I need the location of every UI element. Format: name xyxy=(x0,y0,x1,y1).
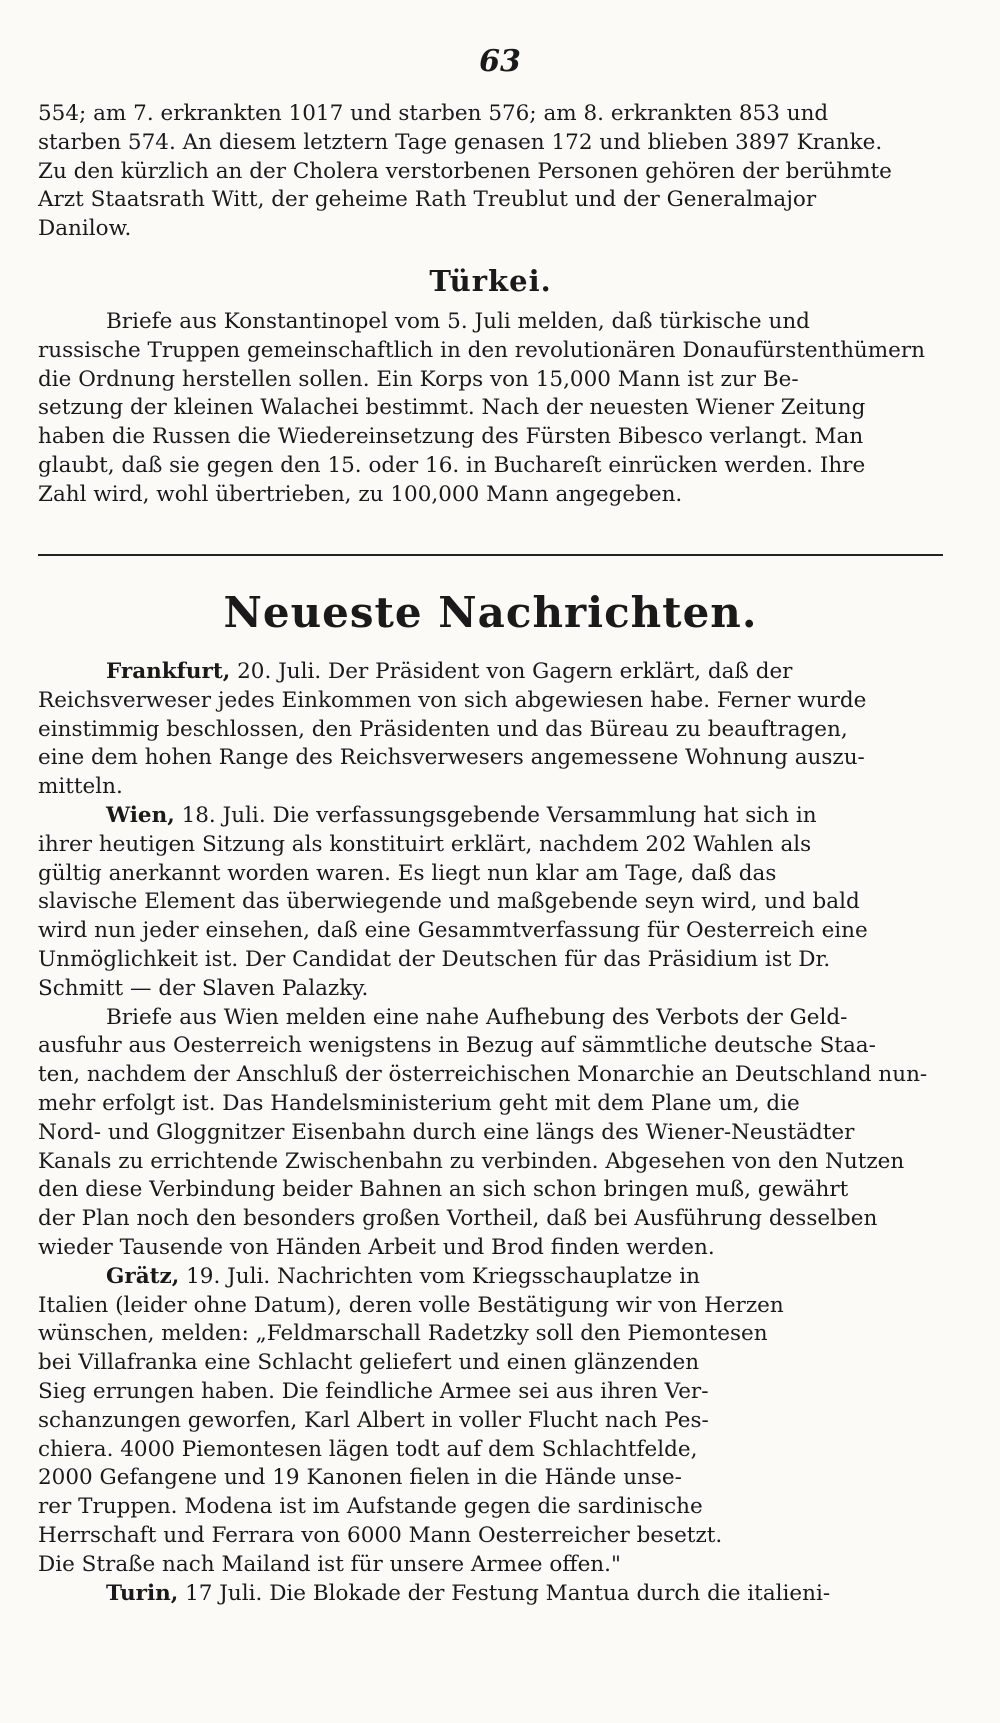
graetz-line-9: rer Truppen. Modena ist im Aufstande gegen die sardinische xyxy=(38,1494,703,1520)
frankfurt-line-2: Reichsverweser jedes Einkommen von sich abgewiesen habe. Ferner wurde xyxy=(38,687,867,713)
cholera-line-3: Zu den kürzlich an der Cholera verstorbenen Personen gehören der berühmte xyxy=(38,158,892,184)
turin-line-1: Turin, 17 Juli. Die Blokade der Festung Mantua durch die italieni- xyxy=(106,1580,831,1606)
cholera-line-2: starben 574. An diesem letztern Tage genasen 172 und blieben 3897 Kranke. xyxy=(38,129,883,155)
wien2-line-7: den diese Verbindung beider Bahnen an sich schon bringen muß, gewährt xyxy=(38,1177,849,1203)
wien2-line-2: ausfuhr aus Oesterreich wenigstens in Bezug auf sämmtliche deutsche Staa- xyxy=(38,1033,876,1059)
turkei-line-7: Zahl wird, wohl übertrieben, zu 100,000 Mann angegeben. xyxy=(38,481,683,507)
page-number: 63 xyxy=(479,44,521,79)
cholera-line-4: Arzt Staatsrath Witt, der geheime Rath Treublut und der Generalmajor xyxy=(38,187,817,213)
turkei-report xyxy=(38,308,943,510)
graetz-line-3: wünschen, melden: „Feldmarschall Radetzky soll den Piemontesen xyxy=(38,1321,768,1347)
wien-line-1: Wien, 18. Juli. Die verfassungsgebende Versammlung hat sich in xyxy=(106,802,817,828)
frankfurt-line-4: eine dem hohen Range des Reichsverwesers angemessene Wohnung auszu- xyxy=(38,745,865,771)
wien-line-3: gültig anerkannt worden waren. Es liegt nun klar am Tage, daß das xyxy=(38,860,777,886)
section-divider xyxy=(38,554,943,556)
news-body xyxy=(38,658,943,1608)
graetz-line-5: Sieg errungen haben. Die feindliche Armee sei aus ihren Ver- xyxy=(38,1378,709,1404)
heading-news: Neueste Nachrichten. xyxy=(223,588,758,637)
cholera-line-1: 554; am 7. erkrankten 1017 und starben 576; am 8. erkrankten 853 und xyxy=(38,101,829,126)
graetz-line-10: Herrschaft und Ferrara von 6000 Mann Oesterreicher besetzt. xyxy=(38,1522,723,1548)
graetz-line-11: Die Straße nach Mailand ist für unsere Armee offen." xyxy=(38,1551,621,1577)
section-news xyxy=(38,588,943,637)
graetz-line-7: chiera. 4000 Piemontesen lägen todt auf dem Schlachtfelde, xyxy=(38,1436,698,1462)
graetz-line-6: schanzungen geworfen, Karl Albert in voller Flucht nach Pes- xyxy=(38,1407,709,1433)
wien2-line-4: mehr erfolgt ist. Das Handelsministerium geht mit dem Plane um, die xyxy=(38,1090,800,1116)
dateline-wien: Wien, xyxy=(106,802,175,828)
wien-line-4: slavische Element das überwiegende und maßgebende seyn wird, und bald xyxy=(38,889,860,915)
graetz-line-2: Italien (leider ohne Datum), deren volle Bestätigung wir von Herzen xyxy=(38,1292,784,1318)
cholera-line-5: Danilow. xyxy=(38,216,132,242)
turkei-line-3: die Ordnung herstellen sollen. Ein Korps von 15,000 Mann ist zur Be- xyxy=(38,366,799,392)
dateline-graetz: Grätz, xyxy=(106,1263,180,1289)
graetz-line-4: bei Villafranka eine Schlacht geliefert und einen glänzenden xyxy=(38,1350,700,1376)
wien2-line-6: Kanals zu errichtende Zwischenbahn zu verbinden. Abgesehen von den Nutzen xyxy=(38,1148,905,1174)
wien2-line-1: Briefe aus Wien melden eine nahe Aufhebung des Verbots der Geld- xyxy=(106,1004,848,1030)
graetz-line-8: 2000 Gefangene und 19 Kanonen fielen in die Hände unse- xyxy=(38,1465,682,1491)
heading-turkei: Türkei. xyxy=(429,264,552,298)
wien-line-7: Schmitt — der Slaven Palazky. xyxy=(38,975,369,1001)
frankfurt-line-3: einstimmig beschlossen, den Präsidenten und das Büreau zu beauftragen, xyxy=(38,716,848,742)
wien2-line-8: der Plan noch den besonders großen Vortheil, daß bei Ausführung desselben xyxy=(38,1206,878,1232)
wien2-line-9: wieder Tausende von Händen Arbeit und Brod finden werden. xyxy=(38,1234,715,1260)
dateline-turin: Turin, xyxy=(106,1580,179,1606)
turkei-line-2: russische Truppen gemeinschaftlich in den revolutionären Donaufürstenthümern xyxy=(38,337,926,363)
frankfurt-line-1: Frankfurt, 20. Juli. Der Präsident von Gagern erklärt, daß der xyxy=(106,659,793,684)
section-turkei xyxy=(38,264,943,298)
wien-line-2: ihrer heutigen Sitzung als konstituirt erklärt, nachdem 202 Wahlen als xyxy=(38,831,812,857)
turkei-line-1: Briefe aus Konstantinopel vom 5. Juli melden, daß türkische und xyxy=(106,309,810,334)
frankfurt-line-5: mitteln. xyxy=(38,774,123,800)
wien-line-6: Unmöglichkeit ist. Der Candidat der Deutschen für das Präsidium ist Dr. xyxy=(38,946,831,972)
turkei-line-6: glaubt, daß sie gegen den 15. oder 16. in Buchareſt einrücken werden. Ihre xyxy=(38,452,866,478)
dateline-frankfurt: Frankfurt, xyxy=(106,659,231,684)
cholera-report xyxy=(38,100,943,244)
turkei-line-4: setzung der kleinen Walachei bestimmt. Nach der neuesten Wiener Zeitung xyxy=(38,395,866,421)
wien2-line-3: ten, nachdem der Anschluß der österreichischen Monarchie an Deutschland nun- xyxy=(38,1062,928,1088)
wien-line-5: wird nun jeder einsehen, daß eine Gesammtverfassung für Oesterreich eine xyxy=(38,918,868,944)
graetz-line-1: Grätz, 19. Juli. Nachrichten vom Kriegsschauplatze in xyxy=(106,1263,700,1289)
wien2-line-5: Nord- und Gloggnitzer Eisenbahn durch eine längs des Wiener-Neustädter xyxy=(38,1119,855,1145)
turkei-line-5: haben die Russen die Wiedereinsetzung des Fürsten Bibesco verlangt. Man xyxy=(38,424,864,450)
